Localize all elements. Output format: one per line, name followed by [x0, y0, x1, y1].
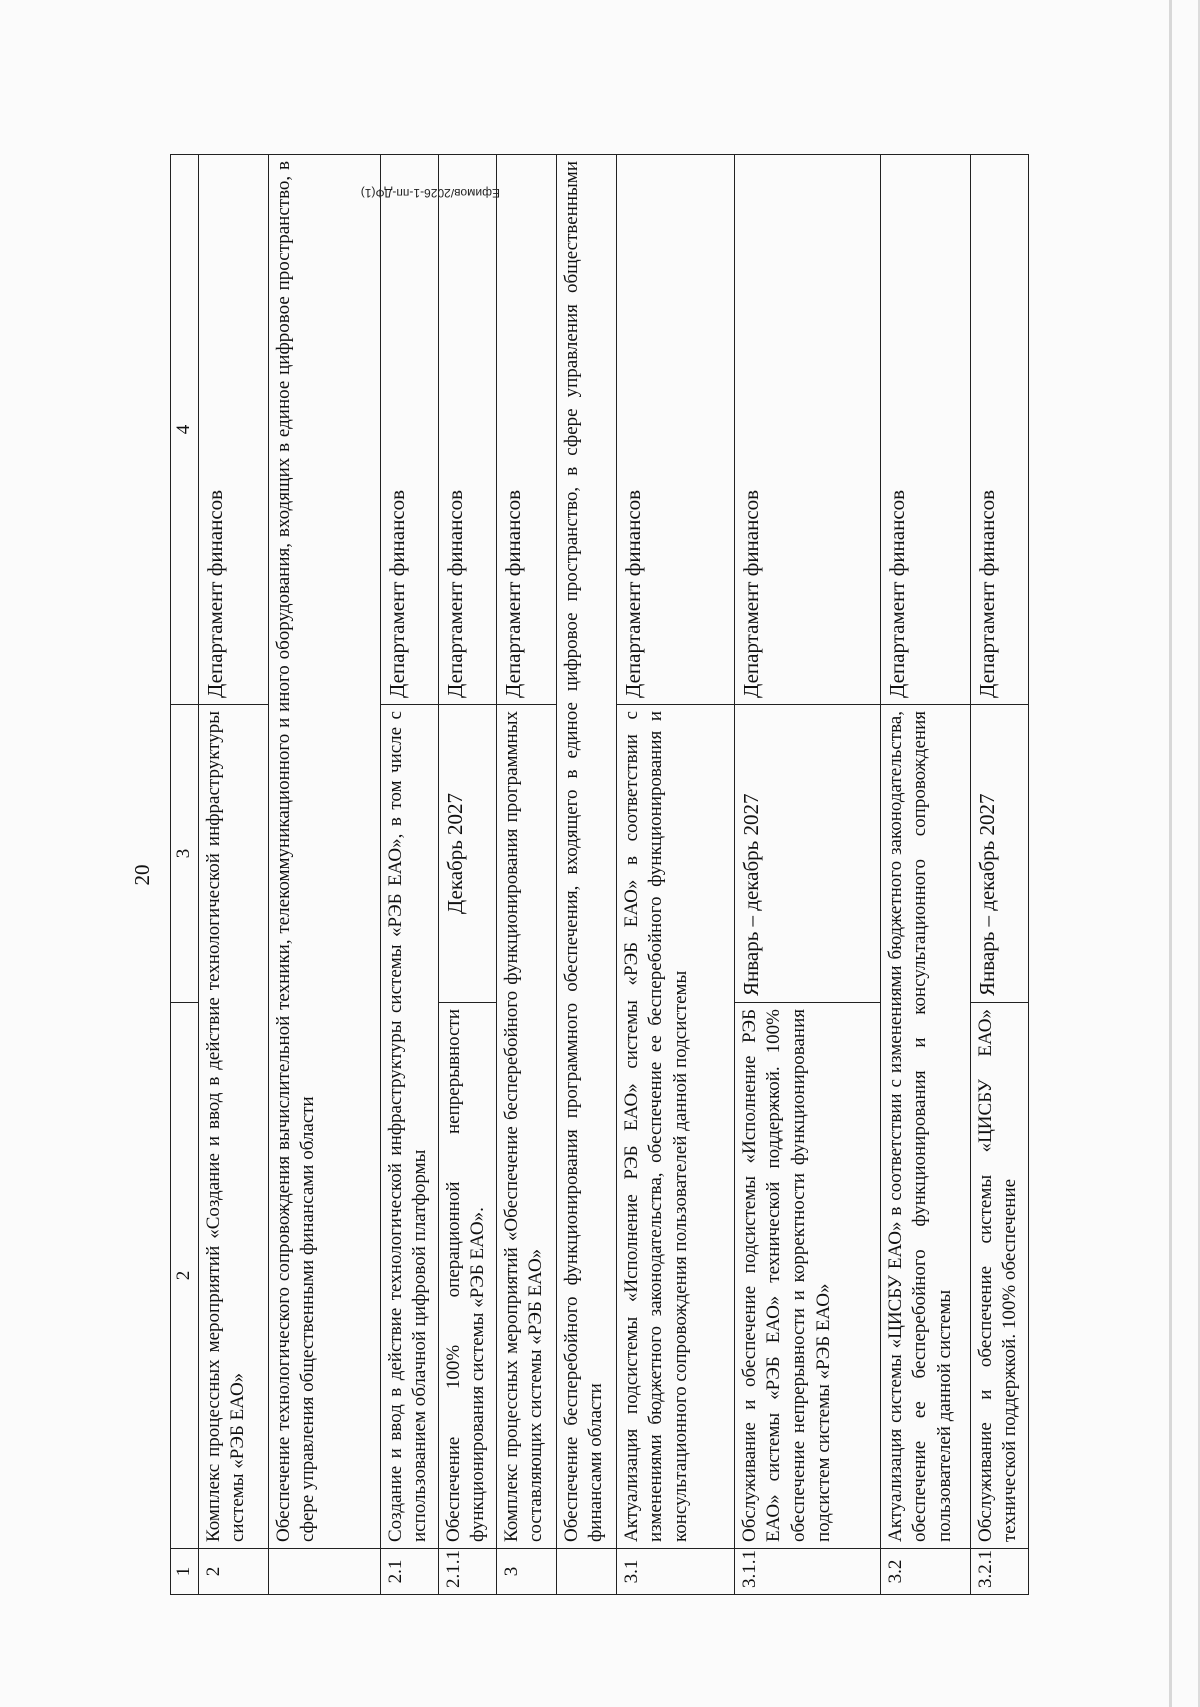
table-row-span [268, 155, 380, 1595]
row-number: 3.1 [616, 1549, 734, 1595]
rotated-document-page [130, 155, 1130, 1595]
row-number: 2.1.1 [438, 1549, 496, 1595]
scan-edge-line [1169, 0, 1172, 1707]
row-department: Департамент финансов [880, 155, 970, 705]
row-description: Обслуживание и обеспечение подсистемы «Исполнение РЭБ ЕАО» системы «РЭБ ЕАО» технической поддержкой. 100% обеспечение непрерывности и корректности функционирования подсистем системы «РЭБ ЕАО» [734, 1003, 880, 1549]
row-description: Комплекс процессных мероприятий «Обеспечение бесперебойного функционирования программных составляющих системы «РЭБ ЕАО» [496, 705, 556, 1549]
header-cell-1: 1 [171, 1549, 199, 1595]
header-cell-3: 3 [171, 705, 199, 1003]
row-description: Комплекс процессных мероприятий «Создание и ввод в действие технологической инфраструктуры системы «РЭБ ЕАО» [198, 705, 268, 1549]
page-number: 20 [130, 864, 154, 886]
table-row [198, 155, 268, 1595]
table-row [496, 155, 556, 1595]
table-row [734, 155, 880, 1595]
table-row-span [556, 155, 616, 1595]
table-row [880, 155, 970, 1595]
row-number [556, 1549, 616, 1595]
row-description: Актуализация системы «ЦИСБУ ЕАО» в соответствии с изменениями бюджетного законодательства, обеспечение ее бесперебойного функционирования и консультационного сопровождения пользователей данной системы [880, 705, 970, 1549]
row-number: 3.1.1 [734, 1549, 880, 1595]
row-description: Обслуживание и обеспечение системы «ЦИСБУ ЕАО» технической поддержкой. 100% обеспечение [970, 1003, 1028, 1549]
row-task-description: Обеспечение технологического сопровождения вычислительной техники, телекоммуникационного и иного оборудования, входящих в единое цифровое пространство, в сфере управления общественными финансами области [268, 155, 380, 1549]
row-department: Департамент финансов [380, 155, 438, 705]
row-description: Обеспечение 100% операционной непрерывности функционирования системы «РЭБ ЕАО». [438, 1003, 496, 1549]
header-cell-4: 4 [171, 155, 199, 705]
row-deadline: Январь – декабрь 2027 [734, 705, 880, 1003]
row-deadline: Декабрь 2027 [438, 705, 496, 1003]
row-department: Департамент финансов [438, 155, 496, 705]
table-row [970, 155, 1028, 1595]
plan-table [170, 154, 1029, 1595]
row-department: Департамент финансов [734, 155, 880, 705]
row-description: Создание и ввод в действие технологической инфраструктуры системы «РЭБ ЕАО», в том числе с использованием облачной цифровой платформы [380, 705, 438, 1549]
table-row [438, 155, 496, 1595]
row-number: 3 [496, 1549, 556, 1595]
table-row [616, 155, 734, 1595]
row-department: Департамент финансов [970, 155, 1028, 705]
row-number: 3.2.1 [970, 1549, 1028, 1595]
row-deadline: Январь – декабрь 2027 [970, 705, 1028, 1003]
row-number [268, 1549, 380, 1595]
row-department: Департамент финансов [616, 155, 734, 705]
row-number: 3.2 [880, 1549, 970, 1595]
row-number: 2 [198, 1549, 268, 1595]
document-code: Ефимов/2026-1-пп-ДФ(1) [360, 186, 500, 200]
table-header-row [171, 155, 199, 1595]
row-department: Департамент финансов [198, 155, 268, 705]
row-number: 2.1 [380, 1549, 438, 1595]
row-task-description: Обеспечение бесперебойного функционирования программного обеспечения, входящего в единое цифровое пространство, в сфере управления общественными финансами области [556, 155, 616, 1549]
header-cell-2: 2 [171, 1003, 199, 1549]
table-row [380, 155, 438, 1595]
row-department: Департамент финансов [496, 155, 556, 705]
row-description: Актуализация подсистемы «Исполнение РЭБ ЕАО» системы «РЭБ ЕАО» в соответствии с изменениями бюджетного законодательства, обеспечение ее бесперебойного функционирования и консультационного сопровождения пользователей данной подсистемы [616, 705, 734, 1549]
